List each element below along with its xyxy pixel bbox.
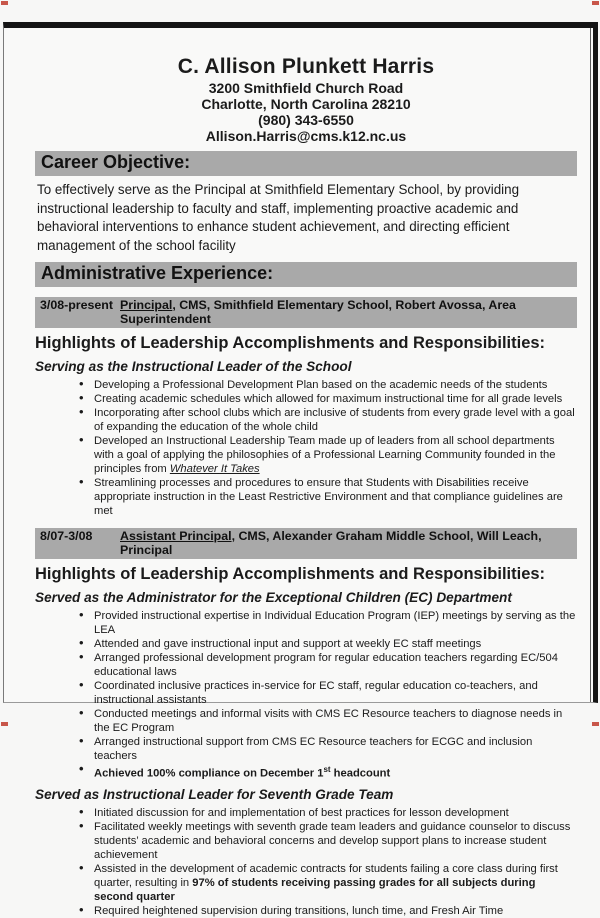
bullet-item-achievement: • Achieved 100% compliance on December 1st headcount bbox=[77, 763, 577, 781]
career-objective-text: To effectively serve as the Principal at Smithfield Elementary School, by providing instructional leadership to faculty and staff, implementing proactive academic and behavioral interventions to enhance student achievement, and directing efficient management of the school facility bbox=[37, 182, 520, 253]
bullet-list bbox=[35, 609, 577, 781]
job-details: , CMS, Alexander Graham Middle School, Will Leach, Principal bbox=[120, 529, 542, 557]
bullet-list bbox=[35, 378, 577, 518]
corner-mark-top-right bbox=[592, 1, 599, 5]
address-line-1: 3200 Smithfield Church Road bbox=[208, 80, 404, 96]
corner-mark-bottom-right bbox=[592, 722, 599, 726]
corner-mark-top-left bbox=[1, 1, 8, 5]
corner-mark-bottom-left bbox=[1, 722, 8, 726]
bullet-item: • Attended and gave instructional input and support at weekly EC staff meetings bbox=[77, 637, 577, 651]
job-title: Assistant Principal bbox=[120, 529, 232, 543]
bullet-item: • Initiated discussion for and implementation of best practices for lesson development bbox=[77, 806, 577, 820]
person-name: C. Allison Plunkett Harris bbox=[177, 55, 435, 78]
address-line-2: Charlotte, North Carolina 28210 bbox=[201, 96, 411, 112]
achievement-highlight: 97% of students receiving passing grades for all subjects during second quarter bbox=[94, 876, 536, 903]
highlights-heading: Highlights of Leadership Accomplishments and Responsibilities: bbox=[35, 334, 546, 352]
job-header-assistant-principal bbox=[35, 528, 577, 559]
job-title-line bbox=[120, 529, 572, 557]
contact-header bbox=[35, 54, 577, 144]
bullet-item: • Coordinated inclusive practices in-service for EC staff, regular education co-teachers, and instructional assistants bbox=[77, 679, 577, 707]
job-header-principal bbox=[35, 297, 577, 328]
job-date-range: 3/08-present bbox=[40, 298, 114, 312]
bullet-item: • Arranged professional development program for regular education teachers regarding EC/504 educational laws bbox=[77, 651, 577, 679]
subsection-heading: Served as Instructional Leader for Seventh Grade Team bbox=[35, 786, 394, 802]
job-title: Principal bbox=[120, 298, 173, 312]
bullet-item: • Developing a Professional Development Plan based on the academic needs of the students bbox=[77, 378, 577, 392]
job-date-range: 8/07-3/08 bbox=[40, 529, 93, 543]
email-address: Allison.Harris@cms.k12.nc.us bbox=[205, 128, 407, 144]
resume-page bbox=[3, 22, 598, 917]
subsection-heading: Served as the Administrator for the Exceptional Children (EC) Department bbox=[35, 590, 512, 605]
bullet-item: • Developed an Instructional Leadership Team made up of leaders from all school departments with a goal of applying the philosophies of a Professional Learning Community founded in the principles from Whatever It Takes bbox=[77, 434, 577, 476]
bullet-item: • Conducted meetings and informal visits with CMS EC Resource teachers to diagnose needs in the EC Program bbox=[77, 707, 577, 735]
bullet-item: • Assisted in the development of academic contracts for students failing a core class during first quarter, resulting in 97% of students receiving passing grades for all subjects during second quarter bbox=[77, 862, 577, 904]
section-header-career-objective: Career Objective: bbox=[35, 151, 577, 176]
job-title-line bbox=[120, 298, 572, 326]
phone-number: (980) 343-6550 bbox=[258, 112, 354, 128]
book-title: Whatever It Takes bbox=[169, 463, 260, 475]
job-details: , CMS, Smithfield Elementary School, Robert Avossa, Area Superintendent bbox=[120, 298, 516, 326]
bullet-list bbox=[35, 806, 577, 918]
bullet-item: • Facilitated weekly meetings with seventh grade team leaders and guidance counselor to discuss students’ academic and behavioral concerns and develop support plans to increase student achievement bbox=[77, 820, 577, 862]
highlights-heading: Highlights of Leadership Accomplishments and Responsibilities: bbox=[35, 565, 546, 583]
bullet-item: • Incorporating after school clubs which are inclusive of students from every grade level with a goal of expanding the education of the whole child bbox=[77, 406, 577, 434]
ordinal-superscript: st bbox=[323, 765, 331, 774]
bullet-item: • Arranged instructional support from CMS EC Resource teachers for ECGC and inclusion teachers bbox=[77, 735, 577, 763]
bullet-item: • Streamlining processes and procedures to ensure that Students with Disabilities receive appropriate instruction in the Least Restrictive Environment and that compliance guidelines are met bbox=[77, 476, 577, 518]
section-header-administrative-experience: Administrative Experience: bbox=[35, 262, 577, 287]
bullet-item: • Creating academic schedules which allowed for maximum instructional time for all grade levels bbox=[77, 392, 577, 406]
bullet-item: • Provided instructional expertise in Individual Education Program (IEP) meetings by serving as the LEA bbox=[77, 609, 577, 637]
subsection-heading: Serving as the Instructional Leader of the School bbox=[35, 359, 352, 374]
bullet-item: • Required heightened supervision during transitions, lunch time, and Fresh Air Time bbox=[77, 904, 577, 918]
